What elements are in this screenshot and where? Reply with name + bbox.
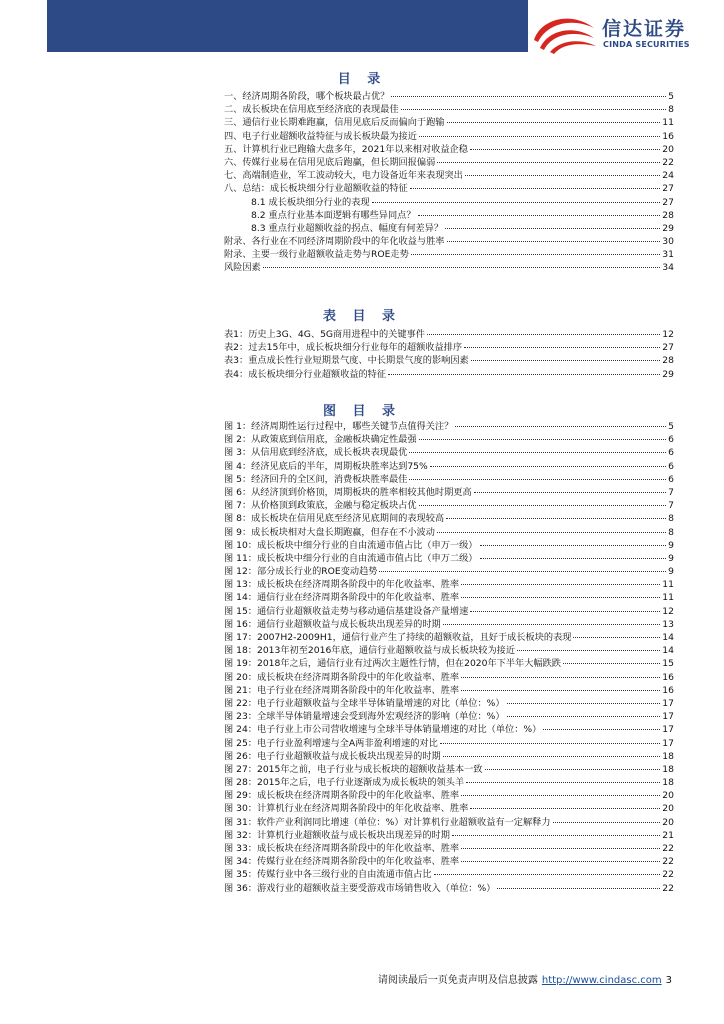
dot-leader	[470, 149, 660, 150]
figure-entry-page: 22	[662, 882, 674, 894]
dot-leader	[461, 861, 660, 862]
figure-entry-page: 14	[662, 632, 674, 643]
figure-entry-text: 图 22：电子行业超额收益与全球半导体销量增速的对比（单位：%）	[224, 697, 505, 709]
figure-entry-text: 图 20：成长板块在经济周期各阶段中的年化收益率、胜率	[224, 671, 460, 683]
figure-entry-text: 图 18：2013年初至2016年底，通信行业超额收益与成长板块较为接近	[224, 645, 516, 657]
figures-title: 图 目 录	[322, 404, 402, 419]
figure-entry[interactable]	[224, 631, 674, 644]
figure-entry-page: 21	[662, 829, 674, 841]
figure-entry[interactable]	[224, 591, 674, 604]
toc-entry-text: 四、电子行业超额收益特征与成长板块最为接近	[224, 130, 417, 142]
figure-entry-text: 图 9：成长板块相对大盘长期跑赢，但存在不小波动	[224, 526, 435, 538]
dot-leader	[391, 96, 666, 97]
toc-entry-text: 三、通信行业长期难跑赢，信用见底后反而偏向于跑输	[224, 117, 445, 129]
disclaimer-text: 请阅读最后一页免责声明及信息披露	[377, 975, 538, 986]
figure-entry[interactable]	[224, 684, 674, 697]
figure-entry-text: 图 3：从信用底到经济底，成长板块表现最优	[224, 447, 408, 459]
table-entry-page: 29	[662, 368, 674, 380]
figure-entry-page: 18	[662, 750, 674, 762]
toc-entry-text: 附录、主要一级行业超额收益走势与ROE走势	[224, 249, 409, 261]
toc-entry-text: 8.3 重点行业超额收益的拐点、幅度有何差异？	[251, 222, 444, 234]
toc-entry-page: 34	[662, 262, 674, 274]
figure-entry[interactable]	[224, 882, 674, 895]
table-entry[interactable]	[224, 354, 674, 367]
figure-entry-text: 图 24：电子行业上市公司营收增速与全球半导体销量增速的对比（单位：%）	[224, 724, 542, 736]
dot-leader	[461, 597, 660, 598]
figure-entry-text: 图 16：通信行业超额收益与成长板块出现差异的时期	[224, 618, 441, 630]
dot-leader	[419, 439, 667, 440]
figure-entry[interactable]	[224, 565, 674, 578]
toc-entry-text: 风险因素	[224, 262, 261, 274]
figure-entry-page: 22	[662, 843, 674, 854]
toc-title: 目 录	[337, 72, 387, 87]
figure-entry-text: 图 33：成长板块在经济周期各阶段中的年化收益率、胜率	[224, 843, 460, 854]
dot-leader	[470, 611, 660, 612]
figure-entry-text: 图 27：2015年之前，电子行业与成长板块的超额收益基本一致	[224, 763, 483, 775]
figure-entry-page: 12	[662, 605, 674, 617]
toc-entry-text: 8.2 重点行业基本面逻辑有哪些异同点？	[251, 209, 416, 221]
figure-entry-text: 图 11：成长板块中细分行业的自由流通市值占比（申万二级）	[224, 552, 478, 564]
header-bar	[47, 0, 528, 52]
figure-entry[interactable]	[224, 829, 674, 842]
figure-entry-page: 11	[662, 592, 674, 604]
figure-entry[interactable]	[224, 644, 674, 657]
dot-leader	[573, 637, 660, 638]
toc-entry-page: 8	[668, 104, 674, 116]
toc-entry[interactable]	[224, 116, 674, 129]
dot-leader	[409, 479, 666, 480]
figure-entry-text: 图 34：传媒行业在经济周期各阶段中的年化收益率、胜率	[224, 856, 460, 868]
toc-entry-page: 28	[662, 209, 674, 221]
toc-entry-page: 31	[662, 249, 674, 261]
figure-entry-text: 图 14：通信行业在经济周期各阶段中的年化收益率、胜率	[224, 592, 460, 604]
figure-entry-page: 9	[668, 552, 674, 564]
dot-leader	[470, 808, 660, 809]
figure-entry-text: 图 30：计算机行业在经济周期各阶段中的年化收益率、胜率	[224, 803, 469, 815]
figure-entry-page: 9	[668, 566, 674, 578]
figure-entry[interactable]	[224, 578, 674, 591]
dot-leader	[446, 518, 666, 519]
figure-entry-text: 图 21：电子行业在经济周期各阶段中的年化收益率、胜率	[224, 684, 460, 696]
table-entry[interactable]	[224, 328, 674, 341]
page-number: 3	[665, 975, 672, 986]
dot-leader	[563, 663, 660, 664]
figure-entry-text: 图 5：经济回升的全区间，消费板块胜率最佳	[224, 473, 408, 485]
figure-entry-text: 图 13：成长板块在经济周期各阶段中的年化收益率、胜率	[224, 579, 460, 591]
figure-entry[interactable]	[224, 789, 674, 802]
figure-entry-page: 17	[662, 724, 674, 736]
figure-entry[interactable]	[224, 671, 674, 684]
dot-leader	[464, 347, 660, 348]
figure-entry-page: 15	[662, 658, 674, 670]
figure-entry-page: 17	[662, 737, 674, 749]
figure-entry-text: 图 32：计算机行业超额收益与成长板块出现差异的时期	[224, 829, 450, 841]
figure-entry-text: 图 1：经济周期性运行过程中，哪些关键节点值得关注？	[224, 421, 454, 432]
figure-entry-text: 图 35：传媒行业中各三级行业的自由流通市值占比	[224, 869, 432, 881]
figure-entry-text: 图 2：从政策底到信用底，金融板块确定性最强	[224, 434, 417, 446]
figure-entry-text: 图 26：电子行业超额收益与成长板块出现差异的时期	[224, 750, 441, 762]
toc-entry[interactable]	[224, 248, 674, 261]
toc-entry-page: 16	[662, 130, 674, 142]
toc-entry-page: 27	[662, 196, 674, 208]
toc-entry[interactable]	[224, 156, 674, 169]
table-entry[interactable]	[224, 341, 674, 354]
dot-leader	[480, 558, 667, 559]
figure-entry[interactable]	[224, 737, 674, 750]
dot-leader	[410, 188, 661, 189]
dot-leader	[434, 874, 661, 875]
dot-leader	[409, 452, 666, 453]
figure-entry[interactable]	[224, 552, 674, 565]
toc-entry-text: 8.1 成长板块细分行业的表现	[251, 196, 370, 208]
figure-entry[interactable]	[224, 763, 674, 776]
figure-entry-page: 11	[662, 579, 674, 591]
dot-leader	[452, 835, 660, 836]
dot-leader	[401, 109, 667, 110]
figure-entry[interactable]	[224, 855, 674, 868]
toc-entry[interactable]	[224, 222, 674, 235]
toc-entry-page: 5	[668, 91, 674, 102]
figure-entry-page: 6	[668, 447, 674, 459]
dot-leader	[411, 254, 661, 255]
dot-leader	[465, 175, 660, 176]
figure-entry-page: 17	[662, 711, 674, 723]
figure-entry[interactable]	[224, 420, 674, 433]
dot-leader	[427, 334, 660, 335]
figure-entry[interactable]	[224, 802, 674, 815]
figure-entry-page: 14	[662, 645, 674, 657]
dot-leader	[480, 545, 667, 546]
toc-entry-page: 30	[662, 236, 674, 248]
figure-entry[interactable]	[224, 486, 674, 499]
toc-entry[interactable]	[224, 235, 674, 248]
figure-entry-text: 图 36：游戏行业的超额收益主要受游戏市场销售收入（单位：%）	[224, 882, 496, 894]
figure-entry[interactable]	[224, 460, 674, 473]
table-entry[interactable]	[224, 368, 674, 381]
toc-entry-page: 20	[662, 143, 674, 155]
figure-entry[interactable]	[224, 816, 674, 829]
figure-entry[interactable]	[224, 657, 674, 670]
figure-entry-page: 6	[668, 460, 674, 472]
dot-leader	[443, 624, 661, 625]
figure-entry[interactable]	[224, 723, 674, 736]
figure-entry[interactable]	[224, 868, 674, 881]
toc-entry-page: 27	[662, 183, 674, 195]
figure-entry[interactable]	[224, 499, 674, 512]
figure-entry-page: 18	[662, 763, 674, 775]
dot-leader	[461, 795, 660, 796]
dot-leader	[437, 532, 666, 533]
dot-leader	[379, 571, 666, 572]
figure-entry-text: 图 10：成长板块中细分行业的自由流通市值占比（申万一级）	[224, 539, 478, 551]
figure-entry[interactable]	[224, 618, 674, 631]
figure-entry-text: 图 15：通信行业超额收益走势与移动通信基建设备产量增速	[224, 605, 469, 617]
figure-entry-page: 22	[662, 869, 674, 881]
figure-entry[interactable]	[224, 605, 674, 618]
toc-entry-text: 七、高端制造业，军工波动较大，电力设备近年来表现突出	[224, 170, 463, 182]
dot-leader	[419, 505, 667, 506]
figure-entry-text: 图 7：从价格顶到政策底，金融与稳定板块占优	[224, 500, 417, 512]
toc-entry[interactable]	[224, 143, 674, 156]
toc-entry-page: 22	[662, 156, 674, 168]
figure-entry-text: 图 8：成长板块在信用见底至经济见底期间的表现较高	[224, 513, 445, 525]
figure-entry-text: 图 4：经济见底后的半年，周期板块胜率达到75%	[224, 460, 428, 472]
figure-entry[interactable]	[224, 512, 674, 525]
figure-entry[interactable]	[224, 776, 674, 789]
dot-leader	[461, 848, 660, 849]
figure-entry[interactable]	[224, 539, 674, 552]
table-entry-page: 27	[662, 342, 674, 354]
dot-leader	[447, 122, 661, 123]
figure-entry-page: 18	[662, 777, 674, 789]
dot-leader	[461, 677, 660, 678]
page-footer	[378, 971, 672, 986]
toc-entry-text: 一、经济周期各阶段，哪个板块最占优？	[224, 91, 390, 102]
toc-entry-page: 29	[662, 222, 674, 234]
website-link[interactable]: http://www.cindasc.com	[541, 975, 662, 986]
cinda-logo	[530, 10, 710, 54]
toc-entry[interactable]	[224, 182, 674, 195]
figures-list	[224, 420, 674, 895]
tables-list	[224, 328, 674, 381]
dot-leader	[455, 426, 666, 427]
dot-leader	[485, 769, 661, 770]
dot-leader	[553, 822, 661, 823]
figure-entry-text: 图 6：从经济顶到价格顶，周期板块的胜率相较其他时期更高	[224, 486, 472, 498]
figure-entry-text: 图 19：2018年之后，通信行业有过两次主题性行情，但在2020年下半年大幅跌跌	[224, 658, 561, 670]
toc-entry-page: 24	[662, 170, 674, 182]
figure-entry[interactable]	[224, 697, 674, 710]
figure-entry[interactable]	[224, 526, 674, 539]
figure-entry-page: 7	[668, 486, 674, 498]
dot-leader	[372, 202, 661, 203]
figure-entry[interactable]	[224, 433, 674, 446]
toc-entry-text: 六、传媒行业易在信用见底后跑赢，但长期回报偏弱	[224, 156, 436, 168]
figure-entry-text: 图 31：软件产业利润同比增速（单位：%）对计算机行业超额收益有一定解释力	[224, 816, 551, 828]
figure-entry-text: 图 23：全球半导体销量增速会受到海外宏观经济的影响（单位：%）	[224, 711, 505, 723]
logo-text-en: CINDA SECURITIES	[603, 40, 690, 49]
table-entry-text: 表1：历史上3G、4G、5G商用进程中的关键事件	[224, 329, 425, 340]
figure-entry-page: 7	[668, 500, 674, 512]
dot-leader	[471, 360, 661, 361]
toc-entry[interactable]	[224, 196, 674, 209]
toc-entry-page: 11	[662, 117, 674, 129]
toc-entry-text: 二、成长板块在信用底至经济底的表现最佳	[224, 104, 399, 116]
toc-entry[interactable]	[224, 209, 674, 222]
dot-leader	[497, 888, 660, 889]
figure-entry-text: 图 29：成长板块在经济周期各阶段中的年化收益率、胜率	[224, 790, 460, 802]
figure-entry-page: 20	[662, 816, 674, 828]
figure-entry-page: 22	[662, 856, 674, 868]
figure-entry-page: 8	[668, 526, 674, 538]
dot-leader	[461, 584, 660, 585]
figure-entry[interactable]	[224, 842, 674, 855]
dot-leader	[443, 756, 661, 757]
toc-entry-text: 五、计算机行业已跑输大盘多年，2021年以来相对收益企稳	[224, 143, 468, 155]
logo-text-cn: 信达证券	[602, 18, 687, 40]
figure-entry-page: 6	[668, 473, 674, 485]
figure-entry-page: 20	[662, 803, 674, 815]
dot-leader	[437, 162, 660, 163]
dot-leader	[388, 374, 660, 375]
table-entry-text: 表3：重点成长性行业短期景气度、中长期景气度的影响因素	[224, 355, 469, 367]
figure-entry-text: 图 12：部分成长行业的ROE变动趋势	[224, 566, 378, 578]
toc-entry-text: 附录、各行业在不同经济周期阶段中的年化收益与胜率	[224, 236, 445, 248]
figure-entry-page: 8	[668, 513, 674, 525]
figure-entry-page: 20	[662, 790, 674, 802]
figure-entry[interactable]	[224, 446, 674, 459]
toc-entry[interactable]	[224, 90, 674, 103]
dot-leader	[474, 492, 667, 493]
dot-leader	[507, 703, 661, 704]
figure-entry[interactable]	[224, 750, 674, 763]
dot-leader	[507, 716, 661, 717]
dot-leader	[445, 228, 660, 229]
table-entry-text: 表2：过去15年中，成长板块细分行业每年的超额收益排序	[224, 342, 463, 354]
dot-leader	[447, 241, 661, 242]
figure-entry-text: 图 28：2015年之后，电子行业逐渐成为成长板块的领头羊	[224, 777, 465, 789]
dot-leader	[517, 650, 660, 651]
dot-leader	[418, 215, 661, 216]
figure-entry[interactable]	[224, 710, 674, 723]
dot-leader	[263, 267, 661, 268]
cinda-logo-mark-icon	[530, 10, 600, 54]
toc-entry[interactable]	[224, 169, 674, 182]
figure-entry[interactable]	[224, 473, 674, 486]
table-entry-page: 28	[662, 355, 674, 367]
toc-entry-text: 八、总结：成长板块细分行业超额收益的特征	[224, 183, 408, 195]
dot-leader	[440, 743, 660, 744]
figure-entry-page: 17	[662, 697, 674, 709]
toc-entry[interactable]	[224, 261, 674, 274]
tables-title: 表 目 录	[322, 309, 402, 324]
table-entry-page: 12	[662, 329, 674, 340]
dot-leader	[543, 729, 660, 730]
dot-leader	[466, 782, 660, 783]
figure-entry-page: 6	[668, 434, 674, 446]
dot-leader	[461, 690, 660, 691]
dot-leader	[430, 466, 666, 467]
dot-leader	[419, 136, 660, 137]
toc-list	[224, 90, 674, 275]
figure-entry-page: 16	[662, 671, 674, 683]
figure-entry-page: 13	[662, 618, 674, 630]
table-entry-text: 表4：成长板块细分行业超额收益的特征	[224, 368, 387, 380]
toc-entry[interactable]	[224, 130, 674, 143]
figure-entry-page: 5	[668, 421, 674, 432]
figure-entry-text: 图 17：2007H2-2009H1，通信行业产生了持续的超额收益，且好于成长板块的表现	[224, 632, 572, 643]
toc-entry[interactable]	[224, 103, 674, 116]
figure-entry-text: 图 25：电子行业盈利增速与全A两非盈利增速的对比	[224, 737, 438, 749]
figure-entry-page: 16	[662, 684, 674, 696]
figure-entry-page: 9	[668, 539, 674, 551]
